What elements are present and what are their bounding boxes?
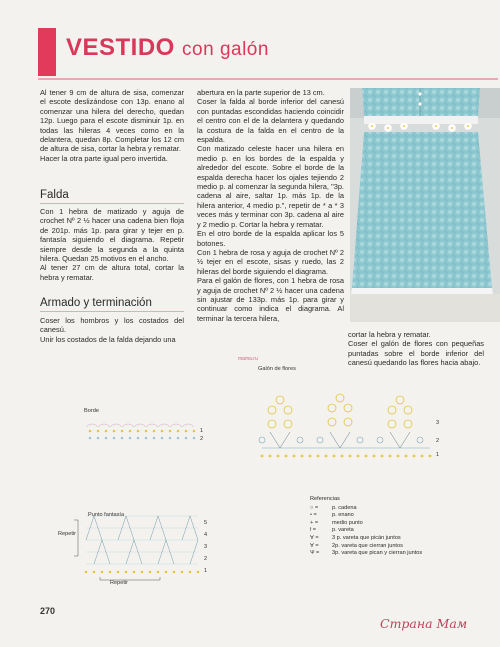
fantasia-label: Punto fantasía (88, 512, 125, 518)
col3-para-1: cortar la hebra y rematar. (348, 330, 431, 339)
repetir-side-label: Repetir (58, 531, 77, 537)
col1-para-2: Hacer la otra parte igual pero invertida. (40, 153, 168, 163)
col2-para-1: abertura en la parte superior de 13 cm. (197, 88, 325, 97)
galon-row-1: 1 (436, 452, 440, 458)
galon-label: Galón de flores (258, 366, 296, 372)
fantasia-row-5: 5 (204, 520, 208, 526)
title-main: VESTIDO (66, 34, 175, 61)
fantasia-row-4: 4 (204, 532, 208, 538)
col2-para-6: Para el galón de flores, con 1 hebra de rosa y aguja de crochet Nº 2 ½ hacer una cadena sin ajustar de 133p. más 1p. para girar y continuar como indica el diagrama. Al terminar la tercera hilera, (197, 276, 344, 323)
ref-item: ∀ = 2p. vareta que cierran juntos (310, 542, 403, 549)
page-number: 270 (40, 606, 56, 616)
ref-item: + = medio punto (310, 519, 363, 526)
col2-para-2: Coser la falda al borde inferior del canesú con puntadas escondidas haciendo coincidir el centro con el de la delantera y quedando la costura de la falda en el centro de la espalda. (197, 97, 344, 145)
galon-row-2: 2 (436, 438, 440, 444)
col1-para-1: Al tener 9 cm de altura de sisa, comenzar el escote deslizándose con 13p. enano al comenzar una hilera del derecho, quedan 12p. Luego para el escote disminuir 1p. en todas las hileras 4 veces como en la delantera, quedan 8p. Completar los 12 cm de altura de sisa, cortar la hebra y rematar. (40, 88, 184, 154)
armado-para-1: Coser los hombros y los costados del canesú. (40, 316, 184, 335)
borde-diagram (86, 424, 195, 439)
mama-ru-mark: mama.ru (238, 356, 258, 362)
col3-para-2: Coser el galón de flores con pequeñas puntadas sobre el borde inferior del canesú quedando las flores hacia abajo. (348, 339, 484, 368)
repetir-bottom-label: Repetir (110, 580, 129, 586)
ref-item: ∀ = 3 p. vareta que picán juntos (310, 534, 401, 541)
armado-para-2: Unir los costados de la falda dejando una (40, 334, 176, 344)
heading-falda: Falda (40, 188, 184, 204)
falda-para-2: Al tener 27 cm de altura total, cortar la hebra y rematar. (40, 263, 184, 282)
ref-item: • = p. enano (310, 512, 354, 519)
references-title: Referencias (310, 496, 340, 502)
watermark: Страна Мам (380, 616, 468, 631)
references (310, 496, 430, 558)
col2-para-3: Con matizado celeste hacer una hilera en medio p. en los bordes de la espalda y alrededor del escote. Sobre el borde de la espalda derecha hacer los ojales tejiendo 2 medio p. al comenzar la segunda hilera, "3p. cadena al aire, saltar 1p. más 1p. de la hilera anterior, 4 medio p.", repetir de * a * 3 veces más y terminar con 3p. cadena al aire y 2 medio p. Cortar la hebra y rematar. (197, 144, 344, 229)
fantasia-row-3: 3 (204, 544, 208, 550)
borde-row-2: 2 (200, 436, 204, 442)
fantasia-row-1: 1 (204, 568, 208, 574)
galon-row-3: 3 (436, 420, 440, 426)
borde-row-1: 1 (200, 428, 204, 434)
galon-diagram (259, 394, 431, 457)
fantasia-row-2: 2 (204, 556, 208, 562)
title-sub: con galón (182, 39, 269, 60)
falda-para-1: Con 1 hebra de matizado y aguja de crochet Nº 2 ½ hacer una cadena bien floja de 201p. más 1p. para girar y tejer en p. fantasía siguiendo el diagrama. Repetir siempre desde la segunda a la quinta hilera. Quedan 25 motivos en el ancho. (40, 207, 184, 264)
ref-item: Ѱ = 3p. vareta que pican y cierran juntos (310, 550, 423, 557)
col2-para-4: En el otro borde de la espalda aplicar los 5 botones. (197, 229, 344, 248)
ref-item: ƚ = p. vareta (310, 527, 354, 534)
borde-label: Borde (84, 408, 99, 414)
col2-para-5: Con 1 hebra de rosa y aguja de crochet Nº 2 ½ tejer en el escote, sisas y ruedo, las 2 hileras del borde siguiendo el diagrama. (197, 247, 344, 276)
heading-armado: Armado y terminación (40, 296, 184, 312)
ref-item: ○ = p. cadena (310, 504, 357, 511)
fantasia-diagram (74, 516, 199, 580)
